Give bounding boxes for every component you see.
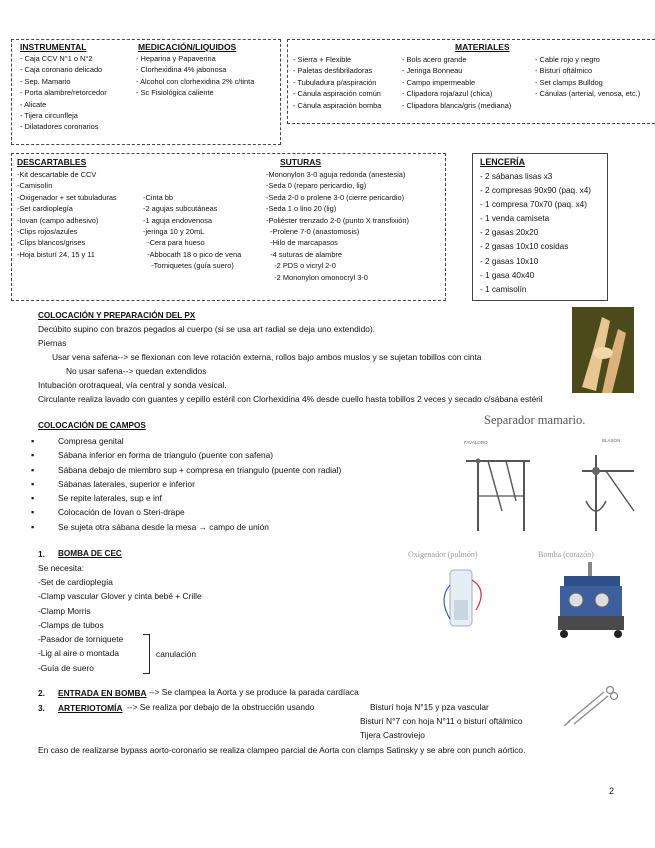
bomba-item: -Clamps de tubos [38, 619, 104, 630]
colocacion-px-line-2: Piernas [38, 338, 67, 348]
descartables-col1: -Kit descartable de CCV -Camisolín -Oxigenador + set tubuladuras -Set cardioplegía -Iovan (campo adhesivo) -Clips rojos/azules -Clips blancos/grises -Hoja bisturí 24, 15 y 11 [17, 170, 117, 259]
descartables-header: DESCARTABLES [17, 157, 87, 167]
oxigenador-bomba-image [404, 548, 630, 640]
suturas-header: SUTURAS [280, 157, 322, 167]
descartables-col2: -Cinta bb -2 agujas subcutáneas -1 aguja endovenosa -jeringa 10 y 20mL -Cera para hueso -Abbocath 18 o pico de vena -Torniquetes (guía suero) [143, 192, 242, 271]
patient-legs-image [572, 307, 634, 393]
arteriotomia-tool-1: Bisturí hoja N°15 y pza vascular [370, 702, 489, 712]
campos-item: ▪ Sábanas laterales, superior e inferior [58, 477, 341, 491]
blason-label: BLASON [602, 438, 621, 443]
arteriotomia-number: 3. [38, 703, 45, 713]
bomba-title: BOMBA DE CEC [58, 549, 122, 558]
suturas-list: -Mononylon 3-0 aguja redonda (anestesia) -Seda 0 (reparo pericardio, lig) -Seda 2-0 o prolene 3-0 (cierre pericardio) -Seda 1 o lino 20 (lig) -Poliéster trenzado 2-0 (punto X transfixión) -Prolene 7-0 (anastomosis) -Hilo de marcapasos -4 suturas de alambre -2 PDS o vicryl 2-0 -2 Mononylon omonocryl 3-0 [266, 170, 409, 282]
bomba-intro: Se necesita: [38, 563, 85, 573]
colocacion-px-line-1: Decúbito supino con brazos pegados al cuerpo (si se usa art radial se deja uno extendido). [38, 324, 376, 334]
campos-item: ▪ Sábana debajo de miembro sup + compresa en triangulo (puente con radial) [58, 463, 341, 477]
instrumental-header: INSTRUMENTAL [20, 42, 87, 52]
bomba-item: -Clamp Morris [38, 605, 91, 616]
colocacion-px-line-6: Circulante realiza lavado con guantes y cepillo estéril con Clorhexidina 4% desde cuello hasta tobillos 2 veces y secado c/sábana estéril [38, 394, 543, 404]
materiales-col2: - Bols acero grande - Jeringa Bonneau - Campo impermeable - Clipadora roja/azul (chica) - Clipadora blanca/gris (mediana) [402, 55, 512, 110]
instrumental-list: - Caja CCV N°1 o N°2 - Caja coronario delicado - Sep. Mamario - Porta alambre/retorcedor - Alicate - Tijera circunfleja - Dilatadores coronarios [20, 54, 107, 132]
bomba-img-label: Bomba (corazón) [538, 550, 594, 559]
entrada-text: --> Se clampea la Aorta y se produce la parada cardíaca [149, 687, 359, 697]
arteriotomia-title: ARTERIOTOMÍA [58, 703, 123, 713]
bypass-text: En caso de realizarse bypass aorto-coronario se realiza clampeo parcial de Aorta con clamps Satinsky y se abre con punch aórtico. [38, 745, 526, 755]
colocacion-campos-title: COLOCACIÓN DE CAMPOS [38, 421, 146, 430]
campos-item: ▪ Compresa genital [58, 434, 341, 448]
medicacion-list: - Heparina y Papaverina - Clorhexidina 4% jabonosa - Alcohol con clorhexidina 2% c/tinta - Sc Fisiológica caliente [136, 54, 255, 98]
materiales-header: MATERIALES [455, 42, 510, 52]
bomba-item: -Set de cardioplegía [38, 577, 113, 587]
separador-mamario-image [446, 411, 642, 537]
campos-item: ▪ Se repite laterales, sup e inf [58, 491, 341, 505]
colocacion-px-line-5: Intubación orotraqueal, vía central y sonda vesical. [38, 380, 227, 390]
bomba-item: -Clamp vascular Glover y cinta bebé + Crille [38, 591, 202, 602]
materiales-col3: - Cable rojo y negro - Bisturí oftálmico - Set clamps Bulldog - Cánulas (arterial, venosa, etc.) [535, 55, 641, 99]
canulacion-bracket [143, 634, 150, 674]
colocacion-px-line-4: No usar safena--> quedan extendidos [66, 366, 207, 376]
colocacion-px-line-3: Usar vena safena--> se flexionan con leve rotación externa, rollos bajo ambos muslos y se sujetan tobillos con cinta [52, 352, 482, 362]
separador-title: Separador mamario. [484, 413, 586, 427]
campos-item: ▪ Colocación de Iovan o Steri-drape [58, 505, 341, 519]
lenceria-header: LENCERÍA [480, 157, 525, 167]
campos-item: ▪ Se sujeta otra sábana desde la mesa → campo de unión [58, 520, 341, 534]
lenceria-list: - 2 sábanas lisas x3 - 2 compresas 90x90 (paq. x4) - 1 compresa 70x70 (paq. x4) - 1 venda camiseta - 2 gasas 20x20 - 2 gasas 10x10 cosidas - 2 gasas 10x10 - 1 gasa 40x40 - 1 camisolín [480, 172, 592, 294]
arteriotomia-text: --> Se realiza por debajo de la obstrucción usando [127, 702, 315, 712]
bomba-item: -Guía de suero [38, 662, 94, 673]
bomba-number: 1. [38, 549, 45, 559]
materiales-col1: - Sierra + Flexible - Paletas desfibriladoras - Tubuladura p/aspiración - Cánula aspiración común - Cánula aspiración bomba [293, 55, 382, 110]
entrada-title: ENTRADA EN BOMBA [58, 688, 147, 698]
oxigenador-label: Oxigenador (pulmón) [408, 550, 478, 559]
favaloro-label: FAVALORO [464, 440, 488, 445]
page-number: 2 [609, 786, 615, 796]
bomba-item: -Pasador de torniquete [38, 634, 124, 645]
arteriotomia-tool-3: Tijera Castroviejo [360, 730, 425, 740]
medicacion-header: MEDICACIÓN/LIQUIDOS [138, 42, 237, 52]
arteriotomia-tool-2: Bisturí N°7 con hoja N°11 o bisturí oftálmico [360, 716, 523, 726]
entrada-number: 2. [38, 688, 45, 698]
syringe-icon [564, 684, 620, 726]
colocacion-px-title: COLOCACIÓN Y PREPARACIÓN DEL PX [38, 311, 196, 320]
canulacion-label: canulación [156, 649, 197, 659]
campos-item: ▪ Sábana inferior en forma de triangulo (puente con safena) [58, 448, 341, 462]
bomba-item: -Lig al aire o montada [38, 648, 120, 659]
colocacion-campos-list [58, 434, 341, 534]
